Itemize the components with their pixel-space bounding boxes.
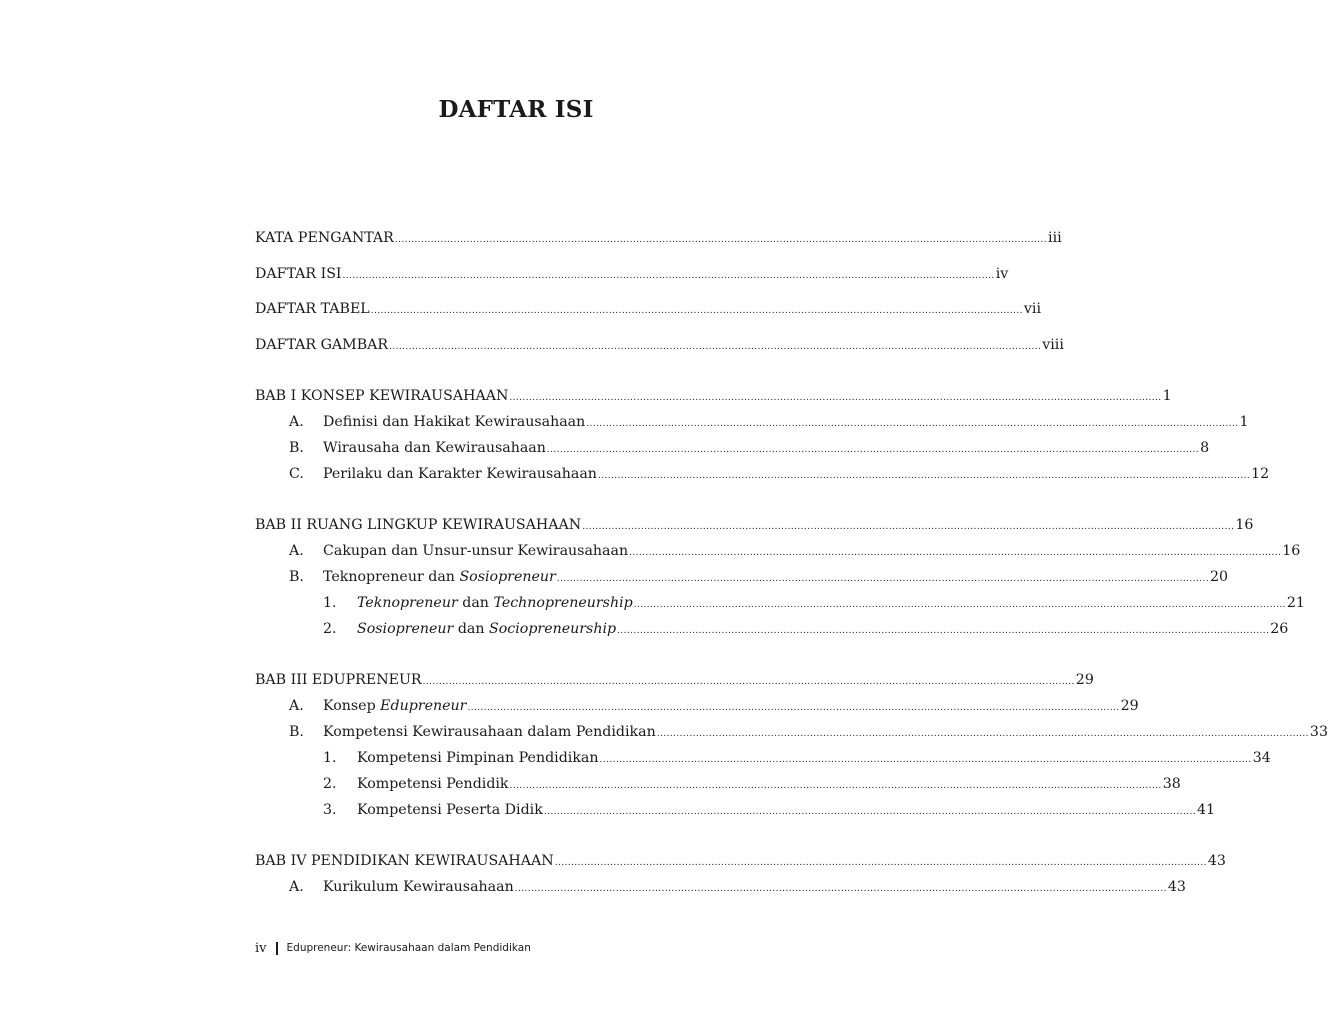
toc-label-italic: Teknopreneur [357, 595, 458, 611]
toc-label-plain: Teknopreneur dan [323, 569, 460, 585]
toc-label-italic: Sosiopreneur [459, 569, 556, 585]
dot-leader: ........................................................................................................................................................................................................ [656, 729, 1309, 739]
toc-label: BAB I KONSEP KEWIRAUSAHAAN [255, 388, 509, 404]
toc-section-3a[interactable] [289, 696, 1139, 718]
toc-page-number: iv [995, 266, 1009, 282]
toc-label-italic: Edupreneur [380, 698, 467, 714]
toc-section-1c[interactable] [289, 464, 1270, 486]
toc-chapter-4[interactable] [255, 851, 1226, 873]
toc-page-number: 43 [1167, 879, 1186, 895]
toc-label: Kompetensi Peserta Didik [357, 802, 543, 818]
dot-leader: ........................................................................................................................................................................................................ [543, 807, 1196, 817]
dot-leader: ........................................................................................................................................................................................................ [389, 342, 1042, 352]
dot-leader: ........................................................................................................................................................................................................ [633, 600, 1286, 610]
section-letter: A. [289, 698, 304, 714]
toc-label [357, 593, 633, 613]
dot-leader: ........................................................................................................................................................................................................ [546, 445, 1200, 455]
dot-leader: ........................................................................................................................................................................................................ [599, 755, 1252, 765]
toc-section-2b[interactable] [289, 567, 1229, 589]
toc-chapter-1[interactable] [255, 386, 1172, 408]
section-letter: B. [289, 724, 304, 740]
toc-section-1b[interactable] [289, 438, 1210, 460]
dot-leader: ........................................................................................................................................................................................................ [556, 574, 1209, 584]
dot-leader: ........................................................................................................................................................................................................ [342, 271, 995, 281]
toc-label: Kurikulum Kewirausahaan [323, 879, 514, 895]
toc-label-plain: dan [457, 595, 494, 611]
dot-leader: ........................................................................................................................................................................................................ [467, 703, 1120, 713]
toc-label [323, 696, 466, 716]
toc-label: Kompetensi Pendidik [357, 776, 509, 792]
dot-leader: ........................................................................................................................................................................................................ [370, 306, 1023, 316]
toc-page-number: 26 [1270, 621, 1289, 637]
toc-page-number: 29 [1120, 698, 1139, 714]
section-letter: A. [289, 879, 304, 895]
toc-item-3b1[interactable] [323, 748, 1271, 770]
page-footer [255, 938, 531, 958]
toc-section-3b[interactable] [289, 722, 1328, 744]
toc-label: DAFTAR GAMBAR [255, 337, 389, 353]
toc-page-number: 29 [1075, 672, 1094, 688]
item-number: 1. [323, 750, 337, 766]
toc-label-plain: dan [453, 621, 490, 637]
dot-leader: ........................................................................................................................................................................................................ [509, 393, 1162, 403]
toc-page-number: 21 [1286, 595, 1305, 611]
toc-label-plain: Konsep [323, 698, 381, 714]
toc-entry-daftar-tabel[interactable] [255, 299, 1041, 321]
footer-book-title: Edupreneur: Kewirausahaan dalam Pendidikan [286, 942, 531, 954]
dot-leader: ........................................................................................................................................................................................................ [586, 419, 1239, 429]
toc-label-italic: Technopreneurship [493, 595, 633, 611]
toc-page-number: 12 [1251, 466, 1270, 482]
item-number: 2. [323, 621, 337, 637]
dot-leader: ........................................................................................................................................................................................................ [514, 884, 1167, 894]
toc-label-italic: Sosiopreneur [357, 621, 454, 637]
toc-item-3b3[interactable] [323, 800, 1216, 822]
section-letter: A. [289, 543, 304, 559]
toc-label: KATA PENGANTAR [255, 230, 394, 246]
dot-leader: ........................................................................................................................................................................................................ [509, 781, 1162, 791]
item-number: 3. [323, 802, 337, 818]
dot-leader: ........................................................................................................................................................................................................ [597, 471, 1251, 481]
toc-entry-kata-pengantar[interactable] [255, 228, 1062, 250]
toc-item-2b2[interactable] [323, 619, 1289, 641]
dot-leader: ........................................................................................................................................................................................................ [629, 548, 1282, 558]
toc-label: Cakupan dan Unsur-unsur Kewirausahaan [323, 543, 629, 559]
dot-leader: ........................................................................................................................................................................................................ [554, 858, 1207, 868]
toc-page-number: 38 [1162, 776, 1181, 792]
toc-page-number: 1 [1162, 388, 1172, 404]
toc-chapter-2[interactable] [255, 515, 1254, 537]
toc-item-2b1[interactable] [323, 593, 1305, 615]
dot-leader: ........................................................................................................................................................................................................ [582, 522, 1235, 532]
toc-label [357, 619, 616, 639]
toc-page-number: 1 [1239, 414, 1249, 430]
toc-label: DAFTAR TABEL [255, 301, 370, 317]
toc-page-number: 16 [1282, 543, 1301, 559]
toc-page-number: 20 [1209, 569, 1229, 585]
toc-label: Definisi dan Hakikat Kewirausahaan [323, 414, 586, 430]
toc-label: Kompetensi Kewirausahaan dalam Pendidikan [323, 724, 656, 740]
toc-label [323, 567, 556, 587]
section-letter: B. [289, 440, 304, 456]
item-number: 2. [323, 776, 337, 792]
toc-label: DAFTAR ISI [255, 266, 342, 282]
toc-label: BAB IV PENDIDIKAN KEWIRAUSAHAAN [255, 853, 554, 869]
dot-leader: ........................................................................................................................................................................................................ [422, 677, 1075, 687]
toc-page-number: vii [1023, 301, 1041, 317]
toc-chapter-3[interactable] [255, 670, 1094, 692]
toc-section-1a[interactable] [289, 412, 1249, 434]
toc-label: BAB III EDUPRENEUR [255, 672, 422, 688]
toc-label: Wirausaha dan Kewirausahaan [323, 440, 546, 456]
footer-page-number: iv [255, 940, 267, 956]
section-letter: B. [289, 569, 304, 585]
section-letter: A. [289, 414, 304, 430]
footer-divider [276, 942, 278, 955]
toc-page-number: 8 [1200, 440, 1210, 456]
toc-page-number: 34 [1252, 750, 1271, 766]
section-letter: C. [289, 466, 304, 482]
toc-entry-daftar-isi[interactable] [255, 264, 1009, 286]
toc-entry-daftar-gambar[interactable] [255, 335, 1064, 357]
item-number: 1. [323, 595, 337, 611]
toc-page-number: iii [1048, 230, 1062, 246]
toc-item-3b2[interactable] [323, 774, 1181, 796]
toc-page-number: 41 [1197, 802, 1216, 818]
dot-leader: ........................................................................................................................................................................................................ [394, 235, 1048, 245]
toc-page-number: 16 [1235, 517, 1254, 533]
dot-leader: ........................................................................................................................................................................................................ [617, 626, 1270, 636]
toc-label: Perilaku dan Karakter Kewirausahaan [323, 466, 597, 482]
toc-page-number: 33 [1309, 724, 1328, 740]
toc-page-number: 43 [1207, 853, 1226, 869]
toc-label: BAB II RUANG LINGKUP KEWIRAUSAHAAN [255, 517, 582, 533]
toc-page-number: viii [1042, 337, 1064, 353]
toc-section-2a[interactable] [289, 541, 1301, 563]
page-title: DAFTAR ISI [438, 96, 594, 123]
toc-label-italic: Sociopreneurship [489, 621, 617, 637]
toc-label: Kompetensi Pimpinan Pendidikan [357, 750, 599, 766]
toc-section-4a[interactable] [289, 877, 1186, 899]
